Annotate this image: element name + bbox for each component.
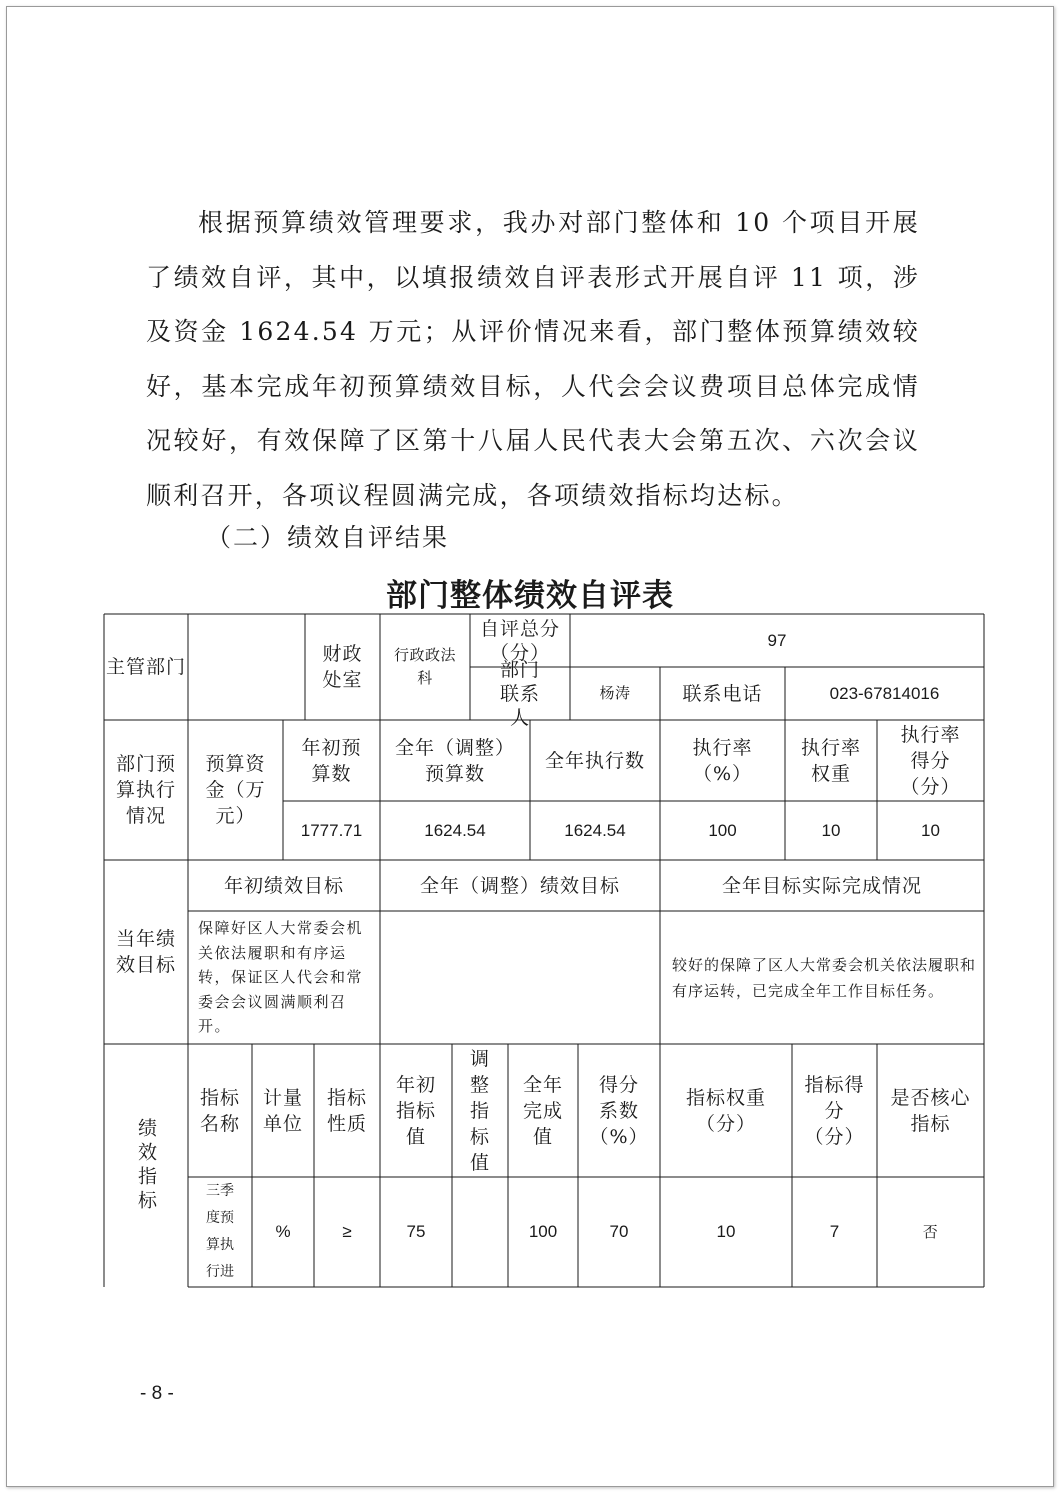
contact-value: 杨涛 [599,684,631,702]
body-paragraph: 根据预算绩效管理要求，我办对部门整体和 10 个项目开展了绩效自评，其中，以填报绩效自评表形式开展自评 11 项，涉及资金 1624.54 万元；从评价情况来看，部门整体预算绩效较好，基本完成年初预算绩效目标，人代会会议费项目总体完成情况较好，有效保障了区第十八届人民代表大会第五次、六次会议顺利召开，各项议程圆满完成，各项绩效指标均达标。 [146,208,920,510]
contact-label: 部门联系人 [499,658,540,729]
dept-value [188,614,305,720]
ind-header-core: 是否核心指标 [890,1086,971,1135]
ind-row-nature: ≥ [342,1222,352,1241]
phone-value: 023-67814016 [829,683,940,703]
goals-adjusted-text [380,911,660,1044]
goals-header-adjusted: 全年（调整）绩效目标 [419,874,620,897]
office-label: 财政处室 [322,643,363,691]
budget-value-weight: 10 [821,820,841,840]
budget-value-adjusted: 1624.54 [424,820,486,840]
ind-row-score: 7 [829,1222,840,1241]
goals-actual-text: 较好的保障了区人大常委会机关依法履职和有序运转，已完成全年工作目标任务。 [672,955,977,1000]
ind-row-completed: 100 [528,1222,558,1241]
ind-header-initial: 年初指标值 [395,1073,436,1148]
budget-header-initial: 年初预算数 [301,736,362,785]
ind-row-adjusted [452,1177,508,1287]
goals-initial-text: 保障好区人大常委会机关依法履职和有序运转，保证区人代会和常委会会议圆满顺利召开。 [198,919,364,1036]
ind-header-weight: 指标权重（分） [685,1086,766,1135]
budget-value-initial: 1777.71 [300,820,363,840]
budget-row-label: 部门预算执行情况 [115,753,176,827]
ind-header-nature: 指标性质 [326,1086,367,1135]
budget-header-executed: 全年执行数 [544,749,645,772]
ind-header-coefficient: 得分系数（%） [589,1073,649,1148]
fund-label: 预算资金（万元） [205,753,266,827]
score-value: 97 [767,630,787,650]
score-label: 自评总分（分） [479,617,560,664]
indicators-row-label [104,1044,188,1287]
dept-label: 主管部门 [106,656,187,678]
goals-header-actual: 全年目标实际完成情况 [721,874,922,897]
budget-value-rate: 100 [708,820,737,840]
office-value: 行政政法科 [394,646,457,687]
ind-header-completed: 全年完成值 [522,1073,563,1148]
table-title: 部门整体绩效自评表 [386,578,674,614]
ind-row-weight: 10 [716,1222,736,1241]
ind-header-score: 指标得分（分） [804,1073,865,1148]
ind-header-unit: 计量单位 [262,1086,303,1135]
goals-header-initial: 年初绩效目标 [223,874,344,897]
ind-row-initial: 75 [406,1222,426,1241]
phone-label: 联系电话 [682,682,763,705]
budget-value-executed: 1624.54 [564,820,626,840]
section-heading: （二）绩效自评结果 [206,523,450,552]
page-number: - 8 - [140,1383,174,1404]
ind-header-adjusted: 调整指标值 [469,1047,490,1174]
ind-row-core: 否 [922,1222,939,1241]
ind-header-name: 指标名称 [199,1086,240,1135]
budget-header-adjusted: 全年（调整）预算数 [394,736,515,785]
ind-row-unit: % [275,1222,291,1241]
goals-row-label: 当年绩效目标 [115,928,176,976]
ind-row-name: 三季度预算执行进 [206,1183,234,1280]
budget-header-weight: 执行率权重 [800,736,861,785]
budget-header-rate: 执行率（%） [692,736,753,785]
budget-header-score: 执行率得分（分） [900,723,961,798]
ind-row-coefficient: 70 [609,1222,629,1241]
budget-value-score: 10 [921,820,940,840]
indicators-row-label-text: 绩效指标 [135,1117,157,1214]
